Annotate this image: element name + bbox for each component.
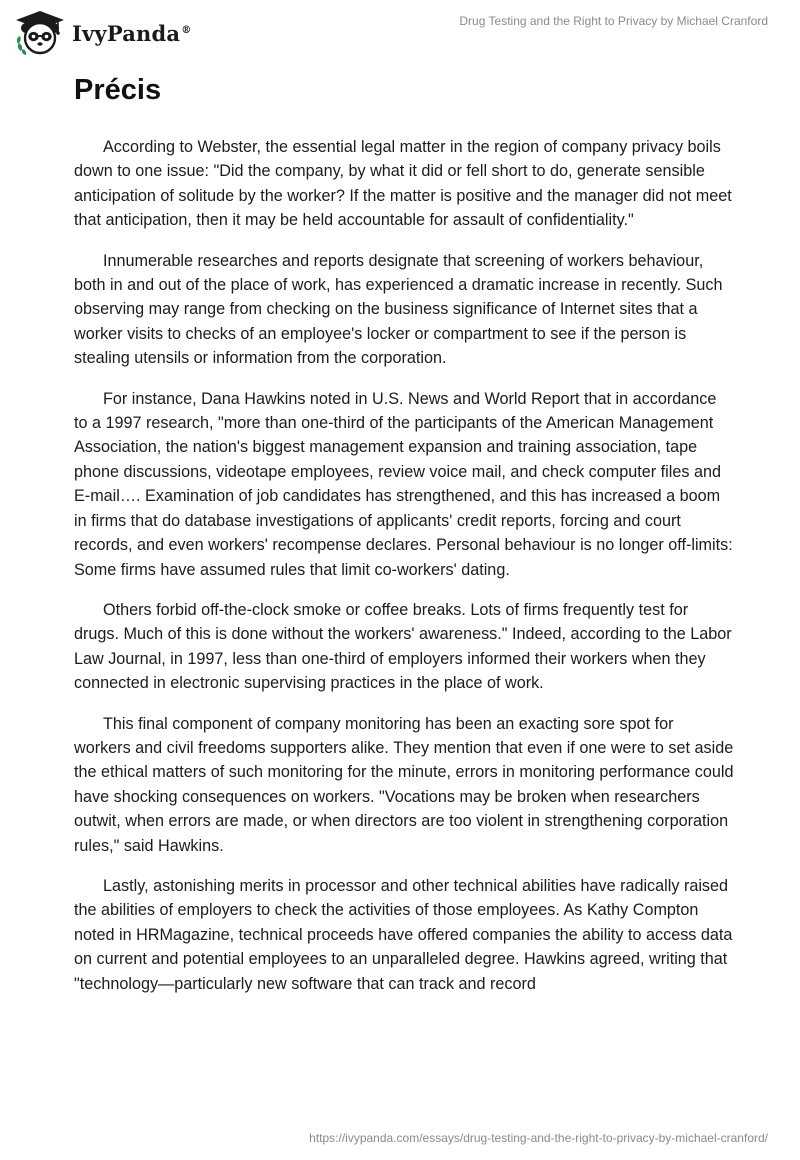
ivypanda-logo[interactable] — [14, 8, 191, 56]
paragraph: For instance, Dana Hawkins noted in U.S. News and World Report that in accordance to a 1997 research, "more than one-third of the participants of the American Management Association, the nation's biggest management expansion and training association, tape phone discussions, videotape employees, review voice mail, and check computer files and E-mail…. Examination of job candidates has strengthened, and this has increased a boom in firms that do database investigations of applicants' credit reports, forcing and court records, and even workers' recompense declares. Personal behaviour is no longer off-limits: Some firms have assumed rules that limit co-workers' dating. — [74, 389, 733, 579]
document-title: Drug Testing and the Right to Privacy by Michael Cranford — [459, 14, 768, 28]
paragraph: This final component of company monitoring has been an exacting sore spot for workers and civil freedoms supporters alike. They mention that even if one were to set aside the ethical matters of such monitoring for the minute, errors in monitoring performance could have shocking consequences on workers. "Vocations may be broken when researchers outwit, when errors are made, or when directors are too violent in strengthening corporation rules," said Hawkins. — [74, 714, 734, 855]
section-heading: Précis — [74, 74, 162, 106]
paragraph: Lastly, astonishing merits in processor and other technical abilities have radically raised the abilities of employers to check the activities of those employees. As Kathy Compton noted in HRMagazine, technical proceeds have offered companies the ability to access data on current and potential employees to an unparalleled degree. Hawkins agreed, writing that "technology—particularly new software that can track and record — [74, 876, 733, 993]
essay-body — [74, 72, 734, 1012]
paragraph: Others forbid off-the-clock smoke or coffee breaks. Lots of firms frequently test for drugs. Much of this is done without the workers' awareness." Indeed, according to the Labor Law Journal, in 1997, less than one-third of employers informed their workers when they connected in electronic supervising practices in the place of work. — [74, 600, 732, 693]
paragraph: According to Webster, the essential legal matter in the region of company privacy boils down to one issue: "Did the company, by what it did or fell short to do, generate sensible anticipation of solitude by the worker? If the matter is positive and the manager did not meet that anticipation, then it may be held accountable for assault of confidentiality." — [74, 138, 732, 230]
logo-wordmark: IvyPanda® — [72, 20, 192, 46]
paragraph: Innumerable researches and reports designate that screening of workers behaviour, both in and out of the place of work, has experienced a dramatic increase in recently. Such observing may range from checking on the business significance of Internet sites that a worker visits to checks of an employee's locker or compartment to see if the person is stealing utensils or information from the corporation. — [74, 251, 723, 368]
page-header — [0, 0, 800, 62]
source-url-link[interactable]: https://ivypanda.com/essays/drug-testing-and-the-right-to-privacy-by-michael-cranford/ — [309, 1131, 768, 1145]
panda-graduate-icon — [14, 8, 66, 56]
